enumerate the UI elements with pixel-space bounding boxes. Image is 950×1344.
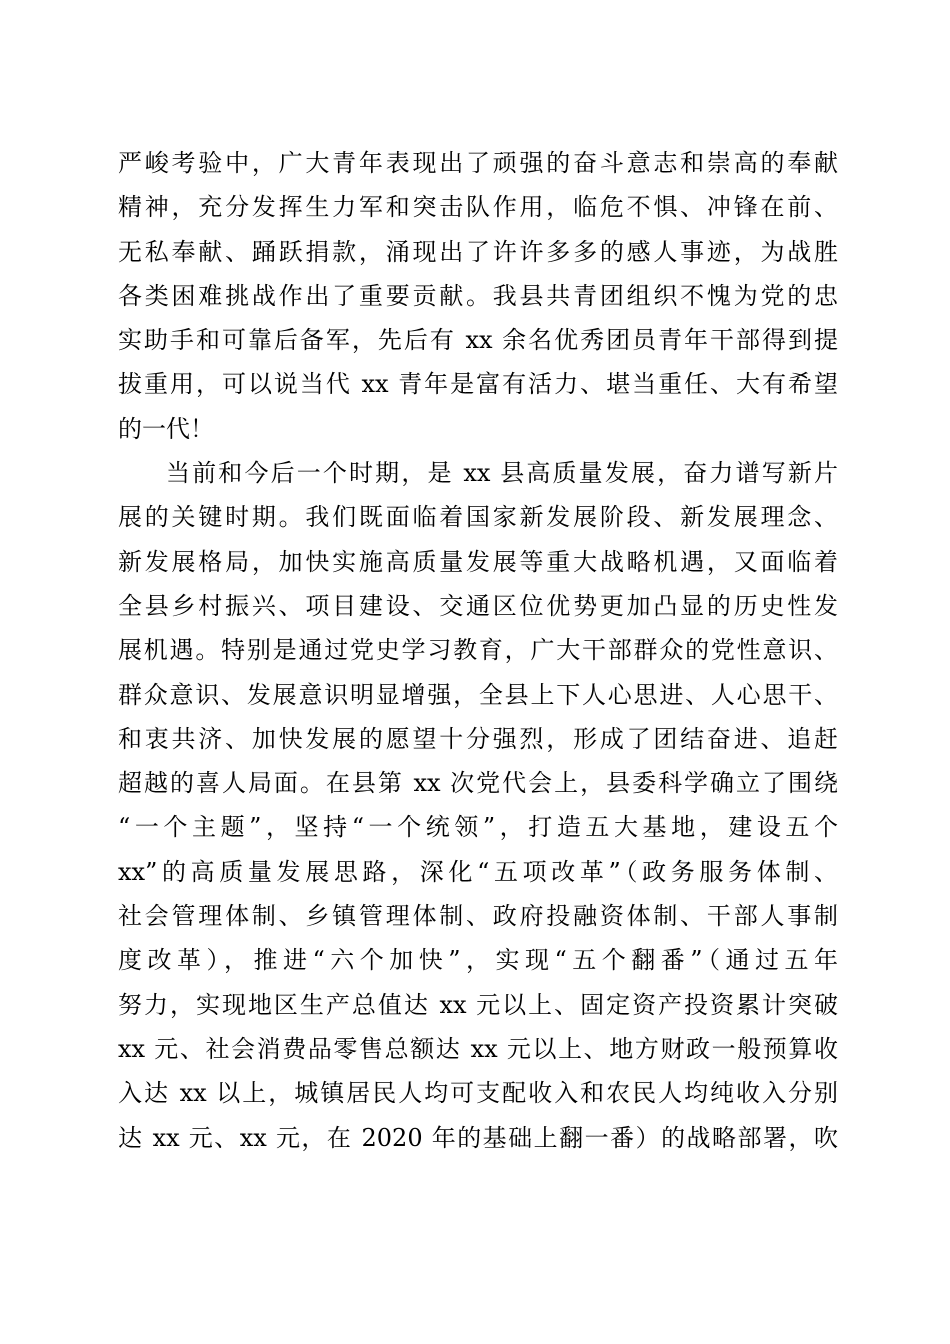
text-line: 各类困难挑战作出了重要贡献。我县共青团组织不愧为党的忠 — [118, 281, 838, 310]
text-line: 精神，充分发挥生力军和突击队作用，临危不惧、冲锋在前、 — [118, 193, 838, 222]
text-line: 入达 xx 以上，城镇居民人均可支配收入和农民人均纯收入分别 — [118, 1079, 838, 1108]
text-line: xx 元、社会消费品零售总额达 xx 元以上、地方财政一般预算收 — [118, 1034, 838, 1063]
text-line: 无私奉献、踊跃捐款，涌现出了许许多多的感人事迹，为战胜 — [118, 237, 838, 266]
text-line: 全县乡村振兴、项目建设、交通区位优势更加凸显的历史性发 — [118, 591, 838, 620]
text-line: 当前和今后一个时期，是 xx 县高质量发展，奋力谱写新片 — [166, 459, 838, 488]
text-line: 和衷共济、加快发展的愿望十分强烈，形成了团结奋进、追赶 — [118, 724, 838, 753]
text-line: 达 xx 元、xx 元，在 2020 年的基础上翻一番）的战略部署，吹 — [118, 1123, 838, 1152]
text-line: 社会管理体制、乡镇管理体制、政府投融资体制、干部人事制 — [118, 902, 838, 931]
text-line: 展的关键时期。我们既面临着国家新发展阶段、新发展理念、 — [118, 503, 838, 532]
text-line: xx”的高质量发展思路，深化“五项改革”（政务服务体制、 — [118, 857, 838, 886]
paragraph-1 — [118, 141, 838, 451]
text-line: 展机遇。特别是通过党史学习教育，广大干部群众的党性意识、 — [118, 636, 838, 665]
text-line: 群众意识、发展意识明显增强，全县上下人心思进、人心思干、 — [118, 680, 838, 709]
text-line: 严峻考验中，广大青年表现出了顽强的奋斗意志和崇高的奉献 — [118, 149, 838, 177]
text-line: 努力，实现地区生产总值达 xx 元以上、固定资产投资累计突破 — [118, 990, 838, 1019]
text-line: 的一代！ — [118, 414, 214, 443]
text-line: “一个主题”，坚持“一个统领”，打造五大基地，建设五个 — [118, 813, 838, 842]
text-line: 实助手和可靠后备军，先后有 xx 余名优秀团员青年干部得到提 — [118, 326, 838, 355]
paragraph-2 — [118, 451, 838, 1160]
text-line: 超越的喜人局面。在县第 xx 次党代会上，县委科学确立了围绕 — [118, 769, 838, 798]
document-body — [118, 141, 838, 1160]
text-line: 新发展格局，加快实施高质量发展等重大战略机遇，又面临着 — [118, 547, 838, 576]
text-line: 拔重用，可以说当代 xx 青年是富有活力、堪当重任、大有希望 — [118, 370, 838, 399]
text-line: 度改革），推进“六个加快”，实现“五个翻番”（通过五年 — [118, 946, 838, 975]
